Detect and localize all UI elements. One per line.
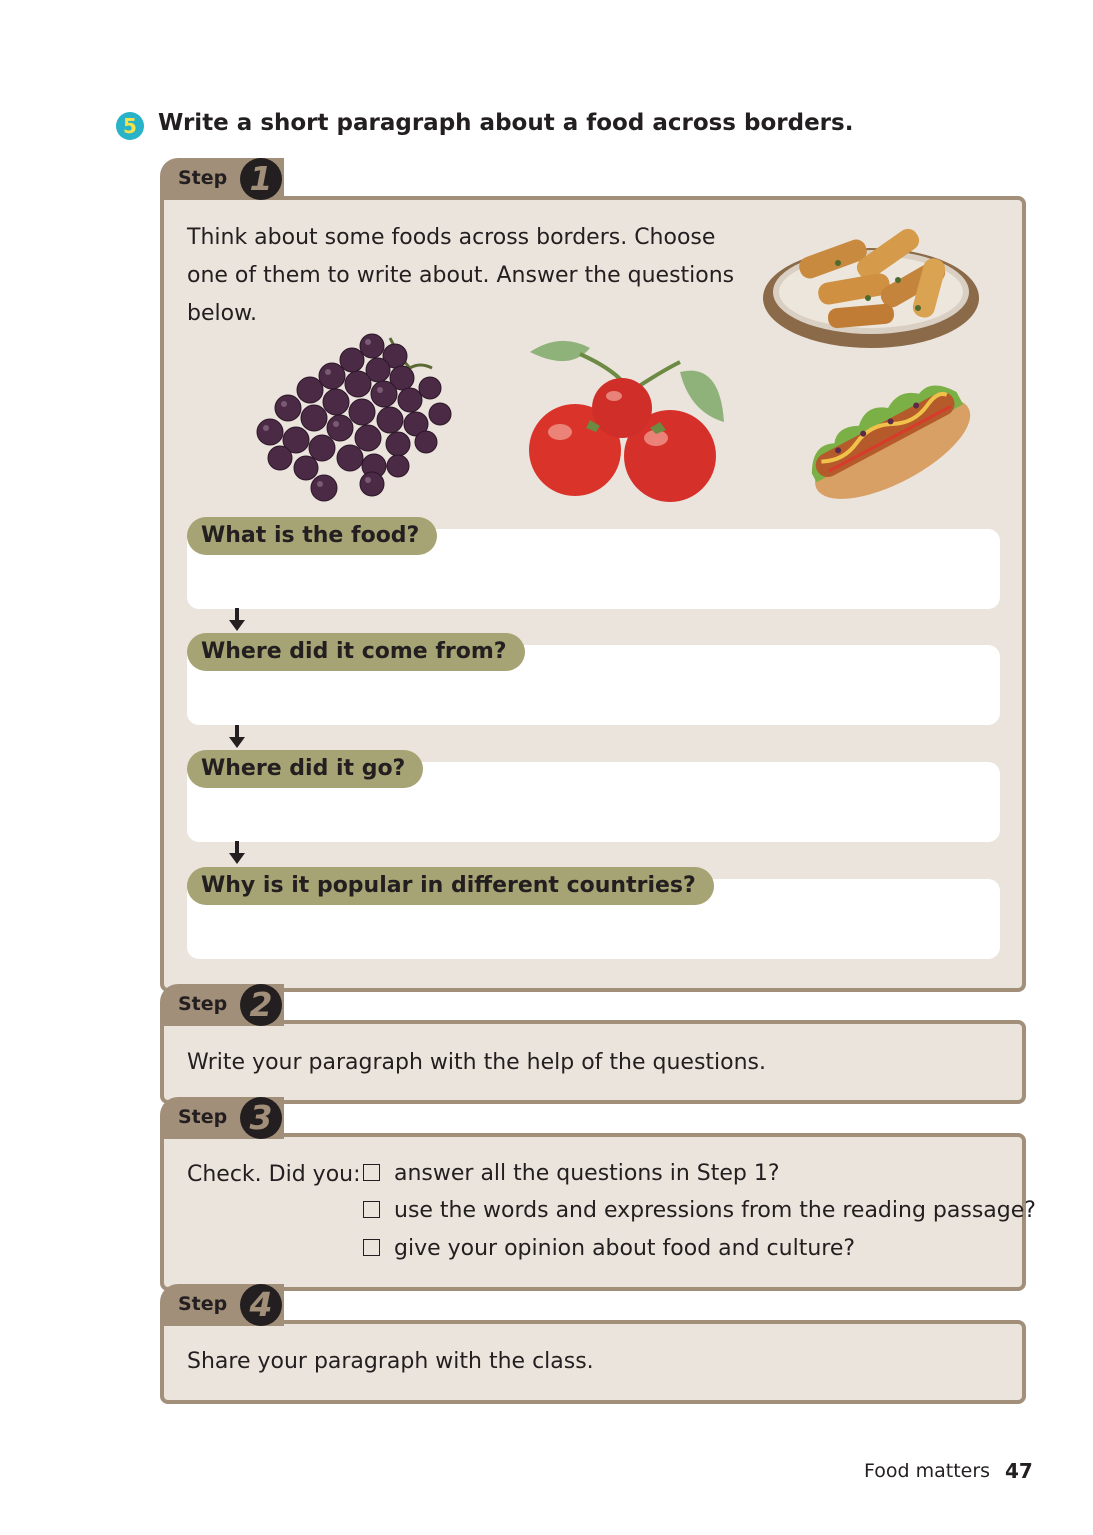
- step-2-text: Write your paragraph with the help of the questions.: [187, 1050, 767, 1075]
- question-label-popularity: Why is it popular in different countries?: [187, 867, 714, 905]
- question-label-origin: Where did it come from?: [187, 633, 525, 671]
- question-label-destination: Where did it go?: [187, 750, 423, 788]
- step-1-tab: [160, 158, 284, 200]
- step-label: Step: [178, 1293, 228, 1315]
- step-number-1: 1: [240, 158, 282, 200]
- step-4-text: Share your paragraph with the class.: [187, 1349, 594, 1374]
- step-1-instructions: [187, 219, 734, 333]
- hot-dog-image: [798, 368, 976, 508]
- step-number-4: 4: [240, 1284, 282, 1326]
- instructions-line: one of them to write about. Answer the questions: [187, 263, 735, 288]
- checkbox-icon[interactable]: [363, 1239, 380, 1256]
- step-label: Step: [178, 1106, 228, 1128]
- page-number: 47: [1005, 1459, 1033, 1483]
- step-4-tab: [160, 1284, 284, 1326]
- tomatoes-image: [520, 332, 728, 504]
- checklist-item[interactable]: [363, 1198, 1036, 1223]
- step-number-3: 3: [240, 1097, 282, 1139]
- step-3-tab: [160, 1097, 284, 1139]
- checklist-item-text: use the words and expressions from the reading passage?: [394, 1198, 1036, 1223]
- step-2-tab: [160, 984, 284, 1026]
- down-arrow-icon: [226, 725, 248, 749]
- question-label-food: What is the food?: [187, 517, 437, 555]
- down-arrow-icon: [226, 841, 248, 865]
- task-title: Write a short paragraph about a food across borders.: [158, 110, 854, 136]
- instructions-line: Think about some foods across borders. Choose: [187, 225, 716, 250]
- down-arrow-icon: [226, 608, 248, 632]
- checklist-item-text: give your opinion about food and culture?: [394, 1236, 856, 1261]
- task-number-badge: 5: [116, 112, 144, 140]
- step-number-2: 2: [240, 984, 282, 1026]
- step-label: Step: [178, 167, 228, 189]
- checklist-item[interactable]: [363, 1161, 780, 1186]
- checkbox-icon[interactable]: [363, 1164, 380, 1181]
- spring-rolls-image: [758, 218, 984, 352]
- step-label: Step: [178, 993, 228, 1015]
- footer-unit-title: Food matters: [864, 1460, 991, 1482]
- checklist-item[interactable]: [363, 1236, 855, 1261]
- instructions-line: below.: [187, 301, 258, 326]
- grapes-image: [240, 328, 462, 506]
- checklist-item-text: answer all the questions in Step 1?: [394, 1161, 780, 1186]
- checklist-lead: Check. Did you:: [187, 1162, 361, 1187]
- checkbox-icon[interactable]: [363, 1201, 380, 1218]
